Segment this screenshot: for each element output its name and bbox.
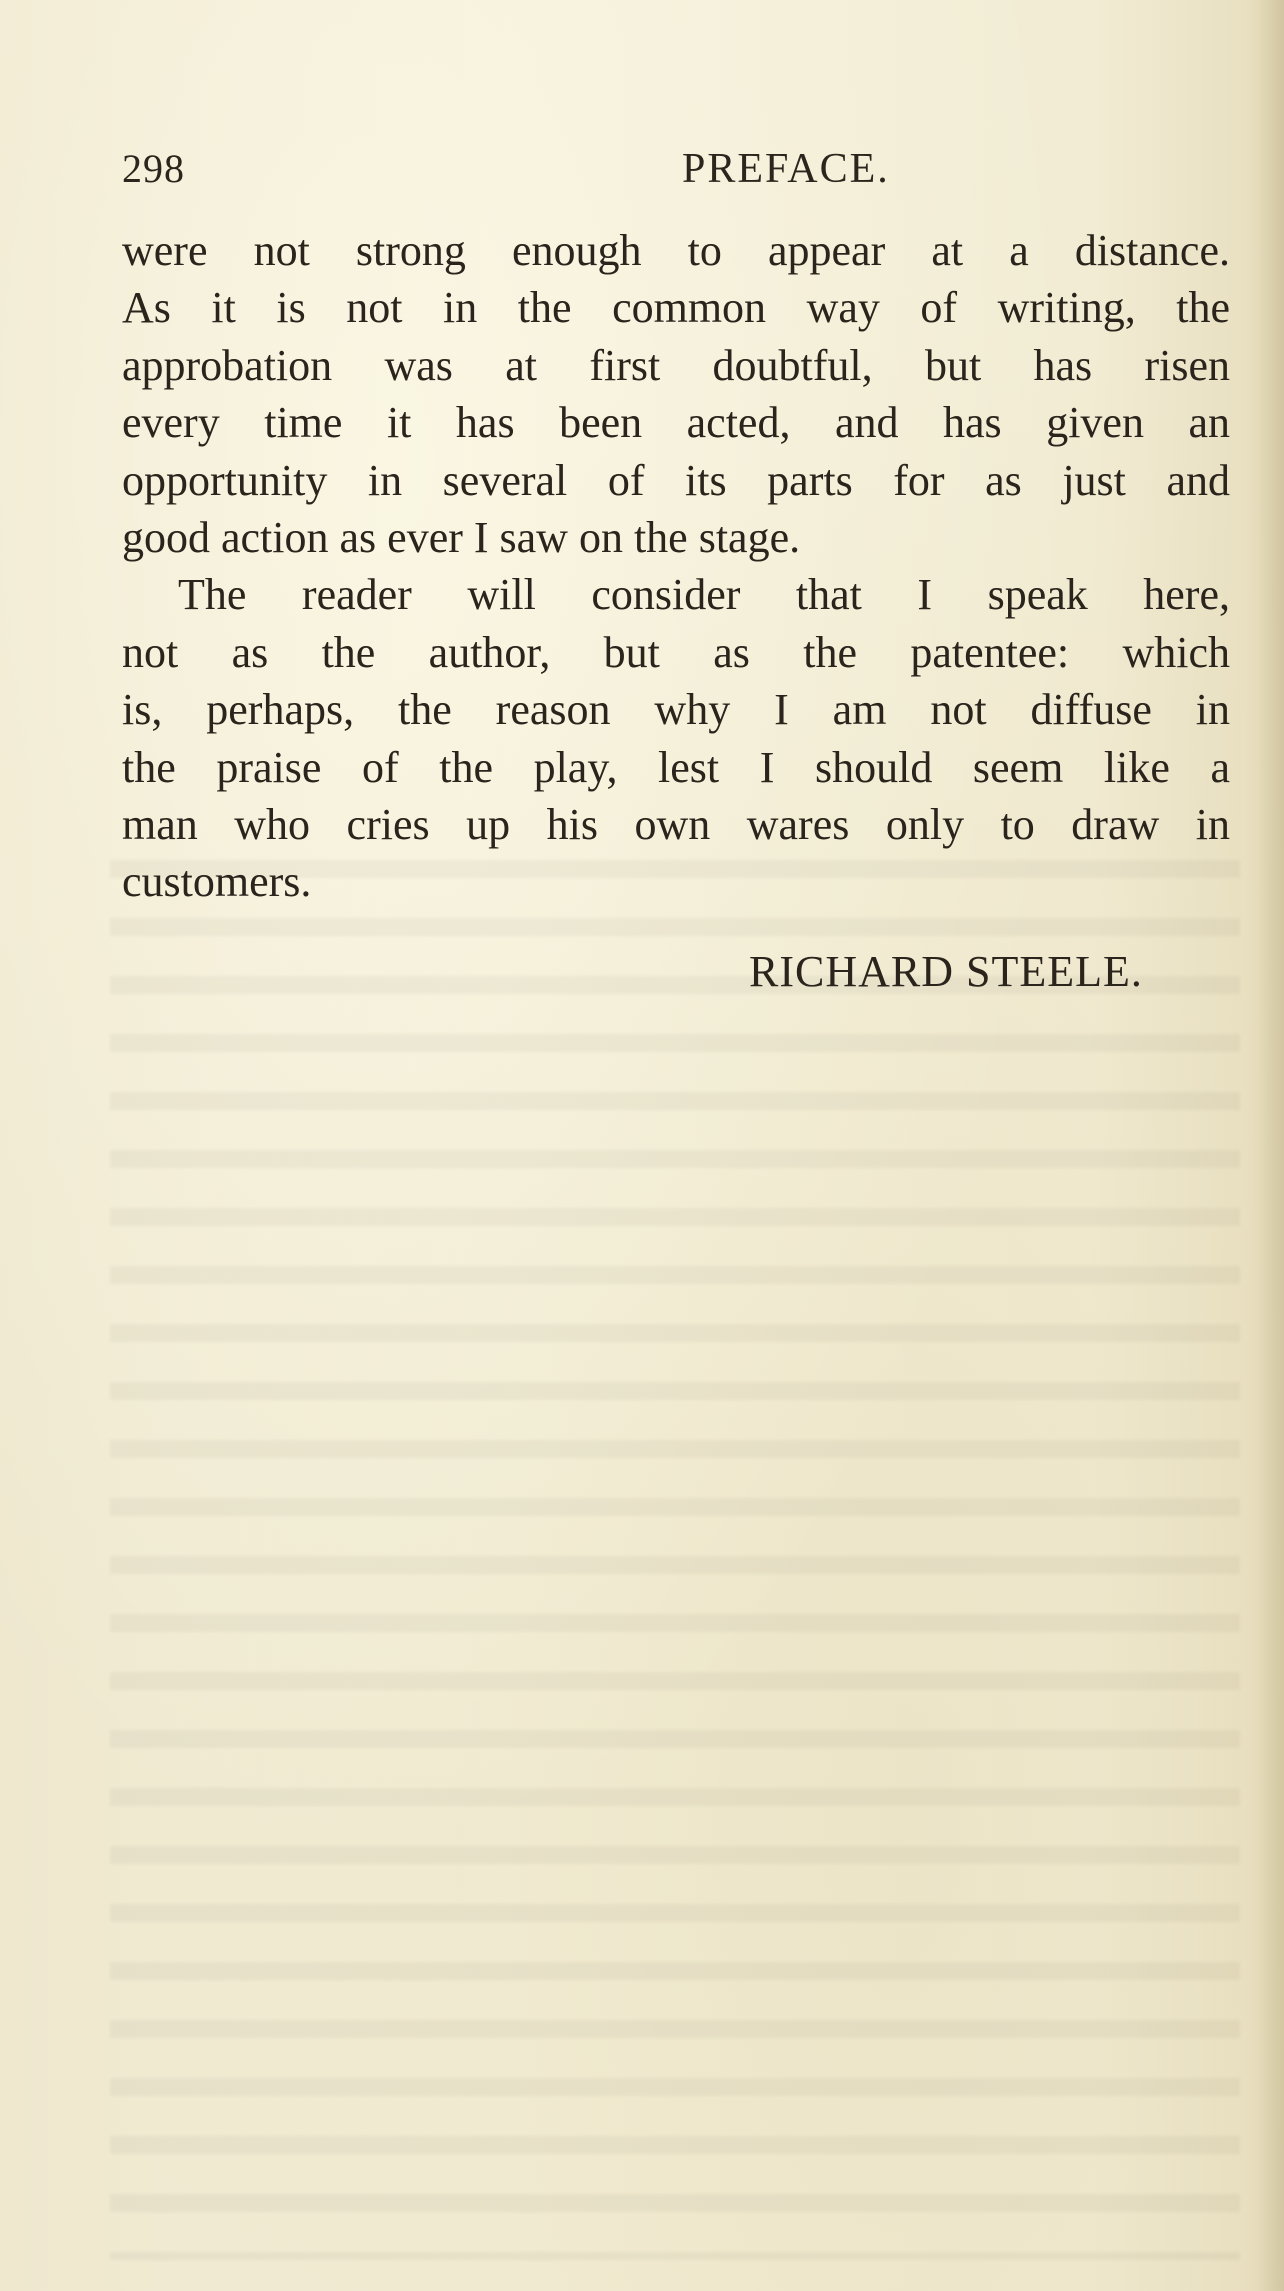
text-line: As it is not in the common way of writing, the [122, 283, 1230, 333]
text-line: approbation was at first doubtful, but has risen [122, 340, 1230, 390]
page-number: 298 [122, 146, 185, 191]
text-line: were not strong enough to appear at a distance. [122, 226, 1230, 275]
paragraph-start-line: The reader will consider that I speak here, [178, 570, 1230, 620]
text-line: man who cries up his own wares only to draw in [122, 799, 1230, 849]
text-line: good action as ever I saw on the stage. [122, 512, 801, 562]
text-line: opportunity in several of its parts for as just and [122, 455, 1230, 505]
text-line: not as the author, but as the patentee: which [122, 627, 1230, 677]
page-edge-shadow [1258, 0, 1284, 2291]
page-header [122, 145, 1232, 201]
author-signature: RICHARD STEELE. [749, 947, 1143, 996]
text-line: the praise of the play, lest I should seem like a [122, 742, 1230, 792]
text-line: every time it has been acted, and has given an [122, 398, 1230, 448]
text-line: is, perhaps, the reason why I am not diffuse in [122, 685, 1230, 735]
preface-text [122, 222, 1230, 911]
text-line: customers. [122, 857, 312, 907]
running-head: PREFACE. [682, 146, 890, 192]
show-through-texture [110, 860, 1240, 2260]
